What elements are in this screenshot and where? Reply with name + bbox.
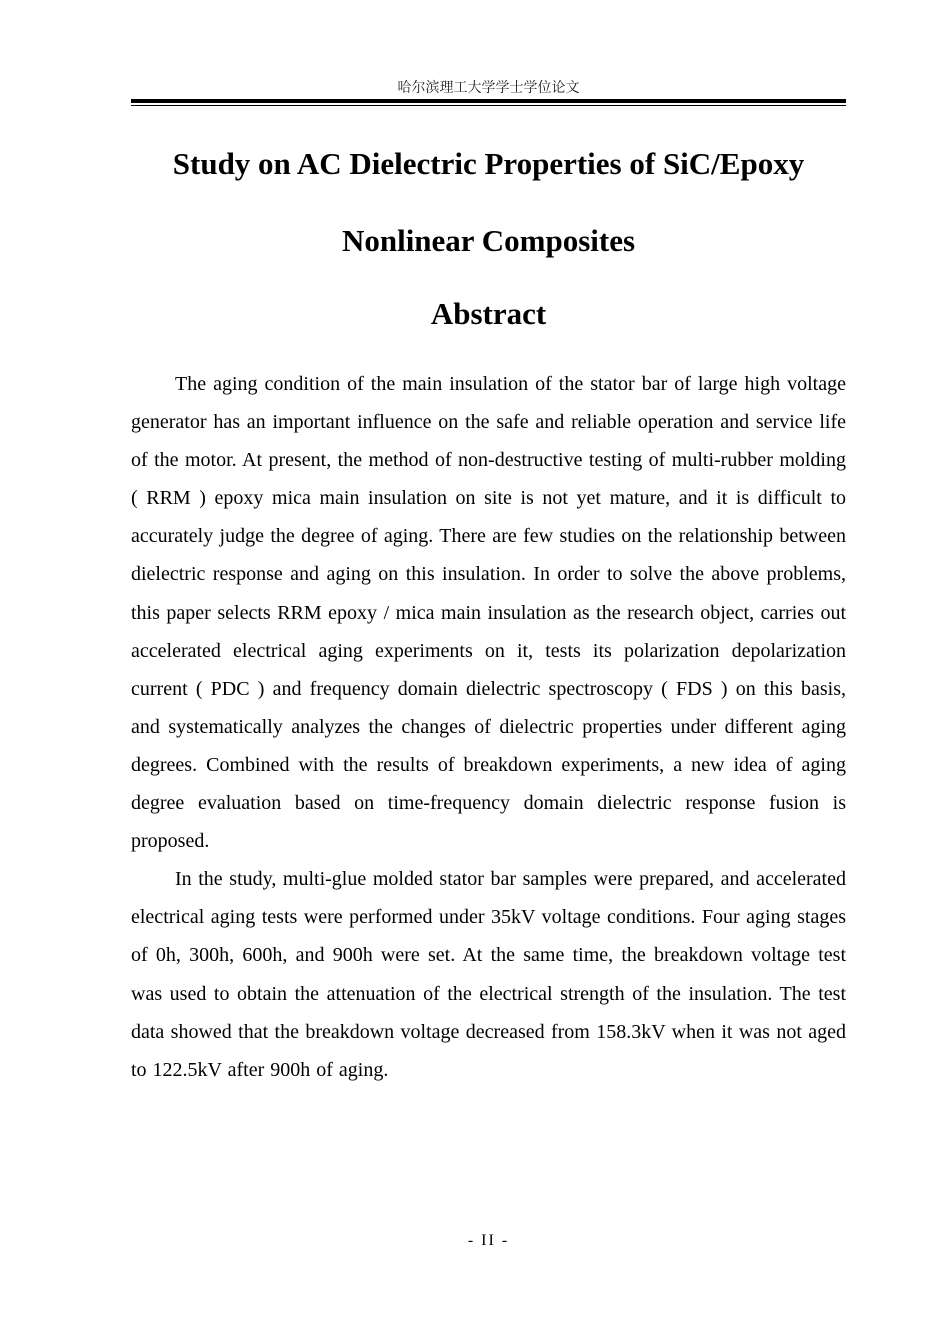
header-rule-thick (131, 99, 846, 103)
abstract-paragraph-1: The aging condition of the main insulation of the stator bar of large high voltage generator has an important influence on the safe and reliable operation and service life of the motor. At present, the method of non-destructive testing of multi-rubber molding ( RRM ) epoxy mica main insulation on site is not yet mature, and it is difficult to accurately judge the degree of aging. There are few studies on the relationship between dielectric response and aging on this insulation. In order to solve the above problems, this paper selects RRM epoxy / mica main insulation as the research object, carries out accelerated electrical aging experiments on it, tests its polarization depolarization current ( PDC ) and frequency domain dielectric spectroscopy ( FDS ) on this basis, and systematically analyzes the changes of dielectric properties under different aging degrees. Combined with the results of breakdown experiments, a new idea of aging degree evaluation based on time-frequency domain dielectric response fusion is proposed. (131, 373, 846, 853)
abstract-heading: Abstract (430, 296, 547, 331)
thesis-title-line-1: Study on AC Dielectric Properties of SiC/Epoxy (172, 146, 805, 181)
thesis-title (131, 125, 846, 279)
running-header: 哈尔滨理工大学学士学位论文 (397, 80, 580, 96)
abstract-body (131, 365, 846, 1089)
page-number: - II - (467, 1232, 510, 1249)
thesis-title-line-2: Nonlinear Composites (341, 223, 636, 258)
abstract-paragraph-2: In the study, multi-glue molded stator bar samples were prepared, and accelerated electrical aging tests were performed under 35kV voltage conditions. Four aging stages of 0h, 300h, 600h, and 900h were set. At the same time, the breakdown voltage test was used to obtain the attenuation of the electrical strength of the insulation. The test data showed that the breakdown voltage decreased from 158.3kV when it was not aged to 122.5kV after 900h of aging. (131, 868, 846, 1081)
header-rule-thin (131, 105, 846, 106)
